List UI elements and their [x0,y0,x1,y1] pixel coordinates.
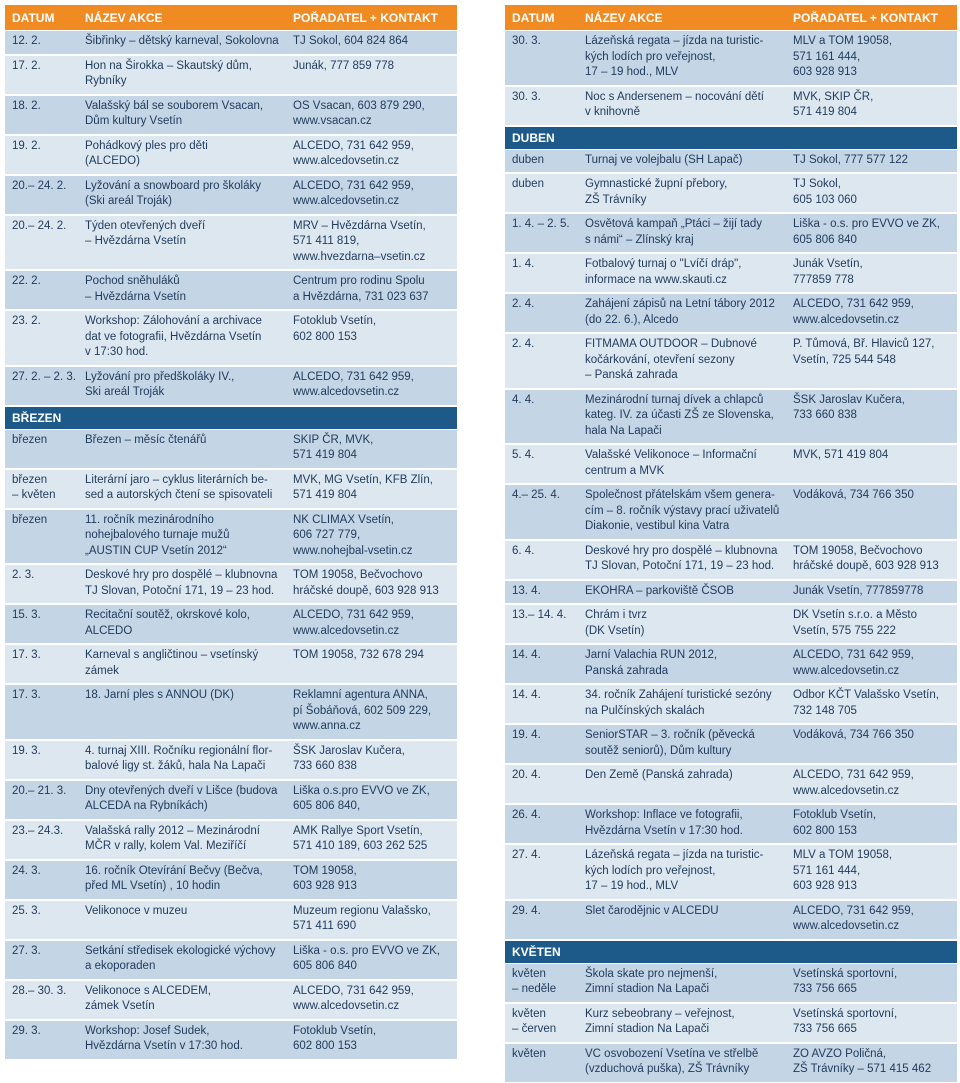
event-name: Týden otevřených dveří – Hvězdárna Vsetín [85,219,206,247]
event-name: Den Země (Panská zahrada) [585,769,733,781]
event-date: 19. 4. [512,729,541,741]
event-organizer: Fotoklub Vsetín, 602 800 153 [293,315,377,343]
header-org: POŘADATEL + KONTAKT [293,10,439,25]
event-name: Deskové hry pro dospělé – klubnovna TJ Slovan, Potoční 171, 19 – 23 hod. [585,544,778,572]
event-date: 17. 3. [12,649,41,661]
event-organizer: OS Vsacan, 603 879 290, www.vsacan.cz [293,99,425,127]
event-date: 2. 3. [12,569,35,581]
event-date: 5. 4. [512,449,535,461]
event-date: 24. 3. [12,864,41,877]
event-name: 11. ročník mezinárodního nohejbalového turnaje mužů „AUSTIN CUP Vsetín 2012“ [85,513,230,557]
event-date: 29. 4. [512,904,541,917]
event-date: 2. 4. [512,298,535,310]
event-organizer: Fotoklub Vsetín, 602 800 153 [293,1024,377,1052]
header-org: POŘADATEL + KONTAKT [793,10,939,25]
section-heading: KVĚTEN [505,941,957,963]
event-date: 29. 3. [12,1024,41,1037]
event-organizer: MVK, 571 419 804 [793,449,889,461]
right-column [505,5,957,1075]
event-name: Lyžování pro předškoláky IV., Ski areál Troják [85,370,235,398]
table-row [5,96,457,135]
event-name: EKOHRA – parkoviště ČSOB [585,584,734,597]
event-organizer: MLV a TOM 19058, 571 161 444, 603 928 913 [793,849,893,892]
header-name: NÁZEV AKCE [85,10,163,25]
event-name: Jarní Valachia RUN 2012, Panská zahrada [585,649,718,677]
table-row [505,294,957,333]
event-name: Kurz sebeobrany – veřejnost, Zimní stadion Na Lapači [585,1007,735,1035]
table-row [505,845,957,900]
event-organizer: Muzeum regionu Valašsko, 571 411 690 [293,904,431,932]
left-table-body [5,31,457,1060]
table-row [5,510,457,565]
event-organizer: NK CLIMAX Vsetín, 606 727 779, www.nohejbal-vsetin.cz [293,513,413,557]
event-name: Valašský bál se souborem Vsacan, Dům kultury Vsetín [85,99,264,127]
event-organizer: TJ Sokol, 604 824 864 [293,35,409,47]
event-date: 14. 4. [512,649,541,661]
event-date: 23.– 24.3. [12,824,64,837]
table-row [5,685,457,740]
event-organizer: TOM 19058, Bečvochovo hráčské doupě, 603 928 913 [793,544,939,572]
table-row [5,1021,457,1060]
table-row [5,176,457,215]
table-row [505,254,957,293]
table-row [505,334,957,389]
event-name: Lyžování a snowboard pro školáky (Ski areál Troják) [85,179,262,207]
table-row [5,470,457,509]
event-organizer: Liška o.s.pro EVVO ve ZK, 605 806 840, [293,784,430,812]
table-row [505,214,957,253]
table-row [5,311,457,366]
event-organizer: ALCEDO, 731 642 959, www.alcedovsetin.cz [293,609,414,637]
event-date: 27. 4. [512,849,541,861]
table-row [505,725,957,764]
event-date: 19. 3. [12,744,41,757]
event-date: 2. 4. [512,338,535,350]
event-name: 16. ročník Otevírání Bečvy (Bečva, před ML Vsetín) , 10 hodin [85,864,263,892]
event-name: Workshop: Inflace ve fotografii, Hvězdárna Vsetín v 17:30 hod. [585,809,743,837]
event-organizer: ALCEDO, 731 642 959, www.alcedovsetin.cz [793,904,914,932]
left-column [5,5,457,1052]
table-row [505,390,957,445]
event-name: Šibřinky – dětský karneval, Sokolovna [85,35,279,47]
header-date: DATUM [512,10,555,25]
event-organizer: SKIP ČR, MVK, 571 419 804 [293,433,374,461]
event-date: březen [12,433,48,446]
event-organizer: ALCEDO, 731 642 959, www.alcedovsetin.cz [293,370,414,398]
event-date: duben [512,178,544,190]
table-row [5,367,457,406]
event-date: 25. 3. [12,904,41,917]
event-date: 15. 3. [12,609,41,621]
header-date: DATUM [12,10,55,25]
event-name: SeniorSTAR – 3. ročník (pěvecká soutěž seniorů), Dům kultury [585,729,755,757]
event-name: Lázeňská regata – jízda na turistic- kých lodích pro veřejnost, 17 – 19 hod., MLV [585,35,764,78]
event-organizer: Junák Vsetín, 777859778 [793,584,924,597]
table-row [5,565,457,604]
table-row [5,56,457,95]
event-name: Workshop: Josef Sudek, Hvězdárna Vsetín v 17:30 hod. [85,1024,243,1052]
event-name: Recitační soutěž, okrskové kolo, ALCEDO [85,609,250,637]
table-row [505,150,957,174]
event-date: 27. 3. [12,944,41,957]
table-row [505,901,957,940]
table-row [505,541,957,580]
table-row [505,581,957,605]
event-name: Valašské Velikonoce – Informační centrum a MVK [585,449,757,477]
event-name: 18. Jarní ples s ANNOU (DK) [85,689,234,701]
event-organizer: Liška - o.s. pro EVVO ve ZK, 605 806 840 [793,218,940,246]
table-row [505,1004,957,1043]
table-row [5,645,457,684]
event-date: 27. 2. – 2. 3. [12,370,76,383]
table-row [5,31,457,55]
event-date: květen [512,1047,546,1060]
event-organizer: ŠSK Jaroslav Kučera, 733 660 838 [293,744,405,772]
event-name: Dny otevřených dveří v Lišce (budova ALCEDA na Rybníkách) [85,784,278,812]
event-name: Společnost přátelskám všem genera- cím – 8. ročník výstavy prací uživatelů Diakonie, vestibul kina Vatra [585,489,780,532]
event-date: 1. 4. – 2. 5. [512,218,570,230]
table-row [5,781,457,820]
event-date: duben [512,153,544,166]
event-date: 12. 2. [12,35,41,47]
event-name: Slet čarodějnic v ALCEDU [585,904,719,917]
event-date: 30. 3. [512,35,541,47]
event-name: Valašská rally 2012 – Mezinárodní MČR v rally, kolem Val. Meziříčí [85,824,260,852]
event-name: Noc s Andersenem – nocování dětí v knihovně [585,90,764,118]
event-organizer: Odbor KČT Valašsko Vsetín, 732 148 705 [793,689,939,717]
event-date: 20.– 21. 3. [12,784,67,797]
table-row [5,136,457,175]
event-organizer: Reklamní agentura ANNA, pí Šobáňová, 602 509 229, www.anna.cz [293,689,432,732]
event-organizer: AMK Rallye Sport Vsetín, 571 410 189, 603 262 525 [293,824,428,852]
event-name: VC osvobození Vsetína ve střelbě (vzduchová puška), ZŠ Trávníky [585,1047,759,1075]
table-row [505,87,957,126]
event-organizer: TJ Sokol, 777 577 122 [793,153,909,166]
table-header [5,5,457,30]
event-date: březen [12,513,48,526]
event-date: 4. 4. [512,393,535,406]
event-name: 4. turnaj XIII. Ročníku regionální flor- balové ligy st. žáků, hala Na Lapači [85,744,273,772]
event-date: 17. 2. [12,59,41,72]
event-name: Setkání středisek ekologické výchovy a ekoporaden [85,944,276,972]
event-organizer: Vsetínská sportovní, 733 756 665 [793,1007,898,1035]
event-organizer: DK Vsetín s.r.o. a Město Vsetín, 575 755 222 [793,609,917,637]
table-row [505,805,957,844]
table-row [505,485,957,540]
table-row [5,741,457,780]
event-organizer: ALCEDO, 731 642 959, www.alcedovsetin.cz [793,298,914,326]
event-organizer: TJ Sokol, 605 103 060 [793,178,857,206]
table-row [505,645,957,684]
event-name: Pochod sněhuláků – Hvězdárna Vsetín [85,275,187,303]
event-name: Velikonoce v muzeu [85,904,188,917]
event-organizer: Vodáková, 734 766 350 [793,729,914,741]
event-date: 1. 4. [512,258,535,270]
event-date: 20.– 24. 2. [12,219,67,232]
header-name: NÁZEV AKCE [585,10,663,25]
event-name: Chrám i tvrz (DK Vsetín) [585,609,647,637]
event-date: 6. 4. [512,544,535,557]
event-name: Deskové hry pro dospělé – klubnovna TJ Slovan, Potoční 171, 19 – 23 hod. [85,569,278,597]
event-date: květen – červen [512,1007,557,1035]
event-organizer: Vsetínská sportovní, 733 756 665 [793,967,898,995]
event-name: Březen – měsíc čtenářů [85,433,207,446]
table-row [5,216,457,271]
event-name: Turnaj ve volejbalu (SH Lapač) [585,153,743,166]
event-date: 20.– 24. 2. [12,179,67,192]
event-organizer: Junák, 777 859 778 [293,59,395,72]
event-name: 34. ročník Zahájení turistické sezóny na Pulčínských skalách [585,689,772,717]
event-organizer: Centrum pro rodinu Spolu a Hvězdárna, 731 023 637 [293,275,429,303]
table-row [5,430,457,469]
event-name: Škola skate pro nejmenší, Zimní stadion Na Lapači [585,967,718,995]
event-name: Fotbalový turnaj o "Lvíčí dráp", informace na www.skauti.cz [585,258,742,286]
event-date: 26. 4. [512,809,541,821]
table-row [505,445,957,484]
event-name: Hon na Širokka – Skautský dům, Rybníky [85,59,252,87]
event-name: Lázeňská regata – jízda na turistic- kých lodích pro veřejnost, 17 – 19 hod., MLV [585,849,764,892]
event-date: 20. 4. [512,769,541,781]
event-organizer: MRV – Hvězdárna Vsetín, 571 411 819, www.hvezdarna–vsetin.cz [293,219,426,263]
table-row [5,821,457,860]
event-date: 14. 4. [512,689,541,701]
table-row [505,765,957,804]
table-row [5,941,457,980]
event-date: 19. 2. [12,139,41,152]
event-date: březen – květen [12,473,56,501]
table-row [5,861,457,900]
section-heading: DUBEN [505,127,957,149]
table-row [505,1044,957,1083]
event-date: 30. 3. [512,90,541,103]
event-name: Karneval s angličtinou – vsetínský zámek [85,649,259,677]
table-row [505,174,957,213]
event-organizer: Liška - o.s. pro EVVO ve ZK, 605 806 840 [293,944,440,972]
event-name: Zahájení zápisů na Letní tábory 2012 (do 22. 6.), Alcedo [585,298,775,326]
event-organizer: ALCEDO, 731 642 959, www.alcedovsetin.cz [793,769,914,797]
event-date: 17. 3. [12,689,41,701]
event-organizer: TOM 19058, Bečvochovo hráčské doupě, 603 928 913 [293,569,439,597]
table-row [5,271,457,310]
event-name: Osvětová kampaň „Ptáci – žijí tady s námi“ – Zlínský kraj [585,218,763,246]
event-date: 13. 4. [512,584,541,597]
event-date: 28.– 30. 3. [12,984,67,997]
event-name: Velikonoce s ALCEDEM, zámek Vsetín [85,984,211,1012]
event-organizer: TOM 19058, 732 678 294 [293,649,424,661]
event-organizer: TOM 19058, 603 928 913 [293,864,357,892]
event-organizer: ALCEDO, 731 642 959, www.alcedovsetin.cz [293,984,414,1012]
table-header [505,5,957,30]
event-name: FITMAMA OUTDOOR – Dubnové kočárkování, otevření sezony – Panská zahrada [585,338,757,381]
event-organizer: MVK, SKIP ČR, 571 419 804 [793,90,874,118]
event-organizer: P. Tůmová, Bř. Hlaviců 127, Vsetín, 725 544 548 [793,338,935,366]
event-organizer: ALCEDO, 731 642 959, www.alcedovsetin.cz [793,649,914,677]
event-date: 22. 2. [12,275,41,287]
event-name: Mezinárodní turnaj dívek a chlapců kateg. IV. za účasti ZŠ ze Slovenska, hala Na Lapači [585,393,774,437]
event-organizer: MVK, MG Vsetín, KFB Zlín, 571 419 804 [293,473,433,501]
event-organizer: ZO AVZO Poličná, ZŠ Trávníky – 571 415 462 [793,1047,932,1075]
event-date: květen – neděle [512,967,557,995]
table-row [505,605,957,644]
table-row [5,901,457,940]
event-name: Literární jaro – cyklus literárních be- sed a autorských čtení se spisovateli [85,473,273,501]
right-table-body [505,31,957,1083]
section-heading: BŘEZEN [5,407,457,429]
event-organizer: Fotoklub Vsetín, 602 800 153 [793,809,877,837]
table-row [505,685,957,724]
event-organizer: ŠSK Jaroslav Kučera, 733 660 838 [793,393,905,421]
event-date: 4.– 25. 4. [512,489,560,501]
event-name: Gymnastické župní přebory, ZŠ Trávníky [585,178,728,206]
event-name: Pohádkový ples pro děti (ALCEDO) [85,139,208,167]
event-organizer: Junák Vsetín, 777859 778 [793,258,863,286]
event-organizer: ALCEDO, 731 642 959, www.alcedovsetin.cz [293,179,414,207]
table-row [505,964,957,1003]
event-date: 18. 2. [12,99,41,112]
event-organizer: MLV a TOM 19058, 571 161 444, 603 928 913 [793,35,893,78]
event-organizer: ALCEDO, 731 642 959, www.alcedovsetin.cz [293,139,414,167]
event-date: 13.– 14. 4. [512,609,567,621]
event-organizer: Vodáková, 734 766 350 [793,489,914,501]
event-name: Workshop: Zálohování a archivace dat ve fotografii, Hvězdárna Vsetín v 17:30 hod. [85,315,262,358]
event-date: 23. 2. [12,315,41,327]
table-row [5,605,457,644]
table-row [505,31,957,86]
